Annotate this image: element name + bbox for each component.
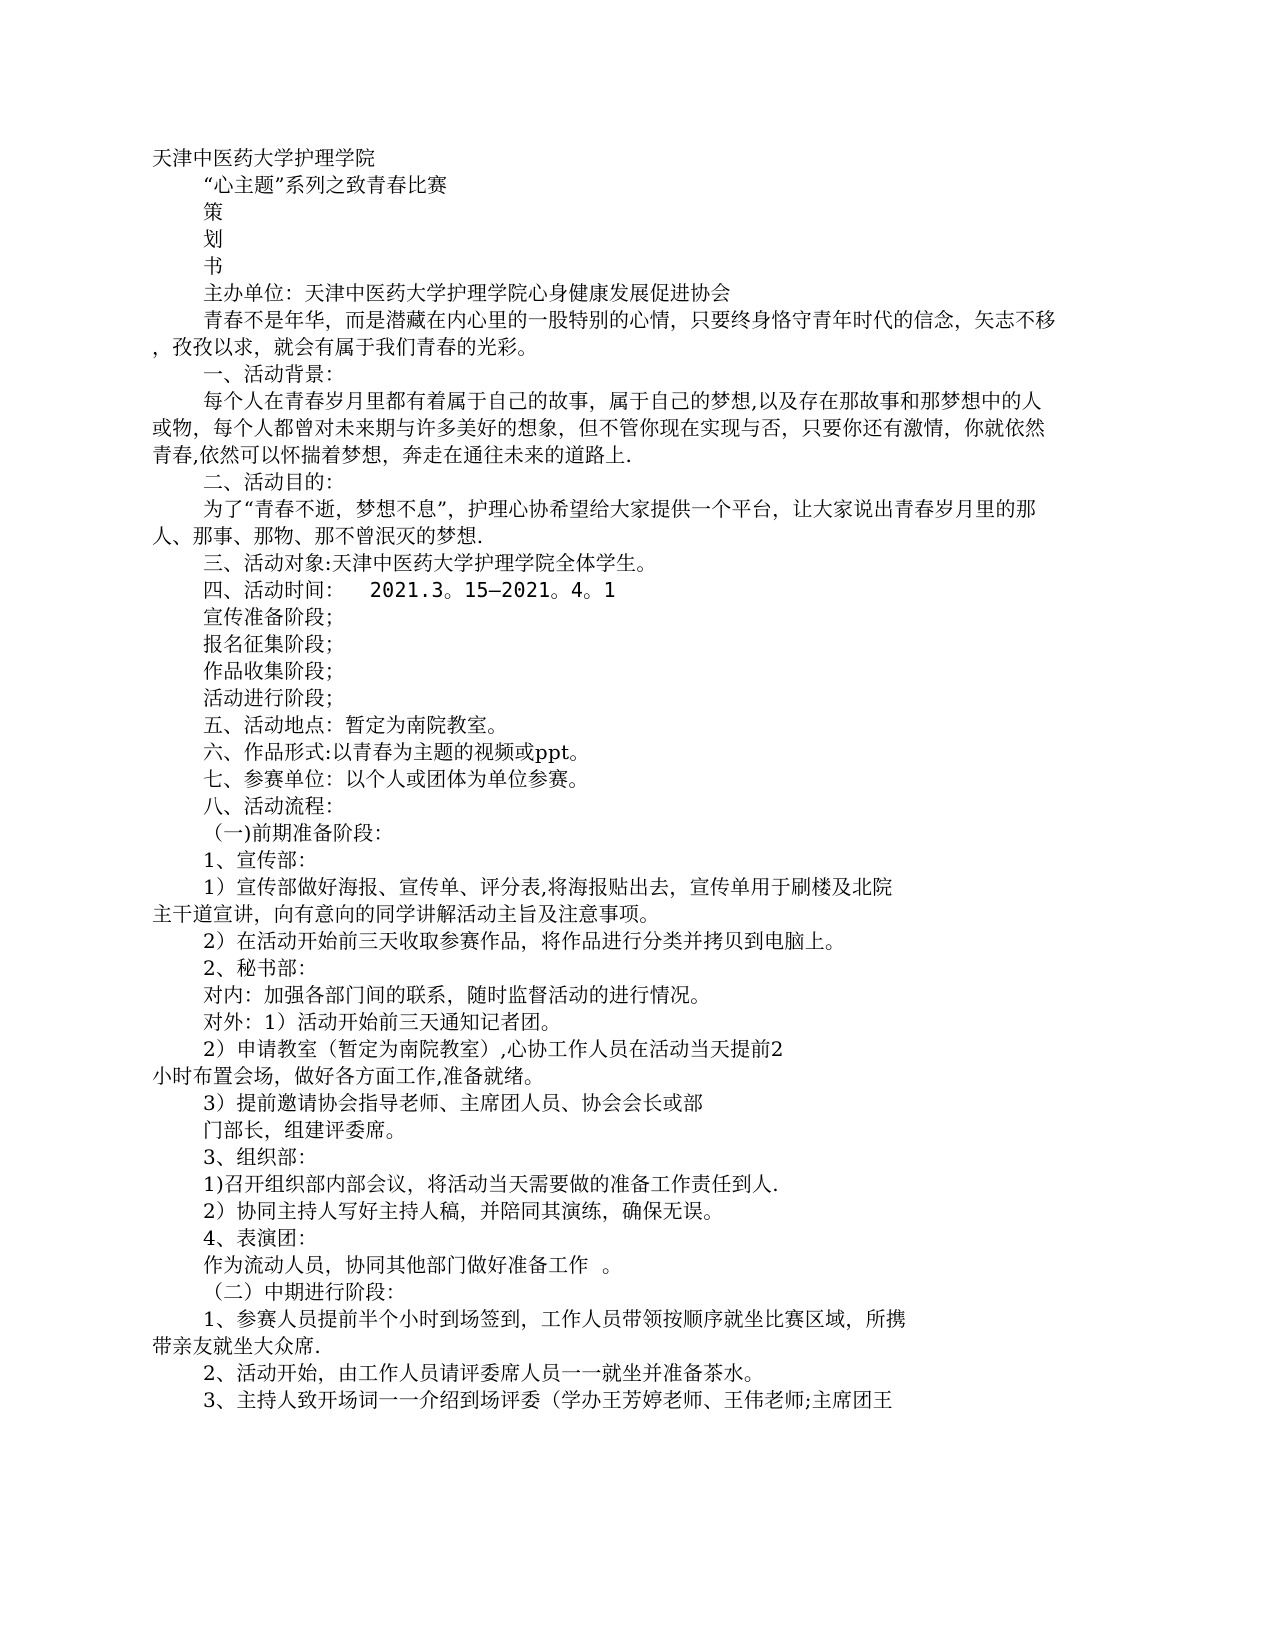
background-paragraph-line: 或物，每个人都曾对未来期与许多美好的想象，但不管你现在实现与否，只要你还有激情，你就依然: [152, 416, 1046, 440]
intro-paragraph-line: 青春不是年华，而是潜藏在内心里的一股特别的心情，只要终身恪守青年时代的信念，矢志不移: [203, 308, 1056, 332]
section-time: 四、活动时间： 2021.3。15—2021。4。1: [203, 578, 616, 602]
task-item-line: 小时布置会场，做好各方面工作,准备就绪。: [152, 1064, 545, 1088]
document-title-char-ce: 策: [203, 200, 224, 224]
stage-item: 作品收集阶段；: [203, 659, 346, 683]
department-heading-performance: 4、表演团：: [203, 1226, 318, 1250]
department-heading-organization: 3、组织部：: [203, 1145, 318, 1169]
task-item-line: 对内：加强各部门间的联系，随时监督活动的进行情况。: [203, 983, 711, 1007]
section-heading-background: 一、活动背景：: [203, 362, 346, 386]
document-title-char-shu: 书: [203, 254, 224, 278]
task-item-line: 2）协同主持人写好主持人稿，并陪同其演练，确保无误。: [203, 1199, 724, 1223]
subsection-heading-execution: （二）中期进行阶段：: [203, 1280, 406, 1304]
background-paragraph-line: 每个人在青春岁月里都有着属于自己的故事，属于自己的梦想,以及存在那故事和那梦想中的人: [203, 389, 1042, 413]
task-item-line: 2）申请教室（暂定为南院教室）,心协工作人员在活动当天提前2: [203, 1037, 784, 1061]
stage-item: 报名征集阶段；: [203, 632, 346, 656]
intro-paragraph-line: ，孜孜以求，就会有属于我们青春的光彩。: [152, 335, 538, 359]
document-title: “心主题”系列之致青春比赛: [203, 173, 448, 197]
purpose-paragraph-line: 人、那事、那物、那不曾泯灭的梦想.: [152, 524, 484, 548]
task-item-line: 1、参赛人员提前半个小时到场签到，工作人员带领按顺序就坐比赛区域，所携: [203, 1307, 907, 1331]
section-participants: 七、参赛单位：以个人或团体为单位参赛。: [203, 767, 589, 791]
task-item-line: 2）在活动开始前三天收取参赛作品，将作品进行分类并拷贝到电脑上。: [203, 929, 846, 953]
task-item-line: 3、主持人致开场词一一介绍到场评委（学办王芳婷老师、王伟老师;主席团王: [203, 1388, 893, 1412]
task-item-line: 门部长，组建评委席。: [203, 1118, 406, 1142]
task-item-line: 2、活动开始，由工作人员请评委席人员一一就坐并准备茶水。: [203, 1361, 765, 1385]
task-item-line: 3）提前邀请协会指导老师、主席团人员、协会会长或部: [203, 1091, 704, 1115]
department-heading-secretariat: 2、秘书部：: [203, 956, 318, 980]
section-heading-process: 八、活动流程：: [203, 794, 346, 818]
task-item-line: 作为流动人员，协同其他部门做好准备工作 。: [203, 1253, 623, 1277]
subsection-heading-preparation: （一)前期准备阶段：: [203, 821, 394, 845]
section-heading-purpose: 二、活动目的：: [203, 470, 346, 494]
background-paragraph-line: 青春,依然可以怀揣着梦想，奔走在通往未来的道路上.: [152, 443, 633, 467]
document-title-char-hua: 划: [203, 227, 224, 251]
section-work-format: 六、作品形式:以青春为主题的视频或ppt。: [203, 740, 590, 764]
task-item-line: 1)召开组织部内部会议，将活动当天需要做的准备工作责任到人.: [203, 1172, 779, 1196]
section-location: 五、活动地点：暂定为南院教室。: [203, 713, 508, 737]
host-organization: 主办单位：天津中医药大学护理学院心身健康发展促进协会: [203, 281, 731, 305]
task-item-line: 对外：1）活动开始前三天通知记者团。: [203, 1010, 562, 1034]
section-target: 三、活动对象:天津中医药大学护理学院全体学生。: [203, 551, 657, 575]
task-item-line: 主干道宣讲，向有意向的同学讲解活动主旨及注意事项。: [152, 902, 660, 926]
purpose-paragraph-line: 为了“青春不逝，梦想不息”，护理心协希望给大家提供一个平台，让大家说出青春岁月里的那: [203, 497, 1037, 521]
task-item-line: 带亲友就坐大众席.: [152, 1334, 322, 1358]
stage-item: 宣传准备阶段；: [203, 605, 346, 629]
stage-item: 活动进行阶段；: [203, 686, 346, 710]
department-heading-publicity: 1、宣传部：: [203, 848, 318, 872]
task-item-line: 1）宣传部做好海报、宣传单、评分表,将海报贴出去，宣传单用于刷楼及北院: [203, 875, 893, 899]
document-heading-school: 天津中医药大学护理学院: [152, 146, 376, 170]
